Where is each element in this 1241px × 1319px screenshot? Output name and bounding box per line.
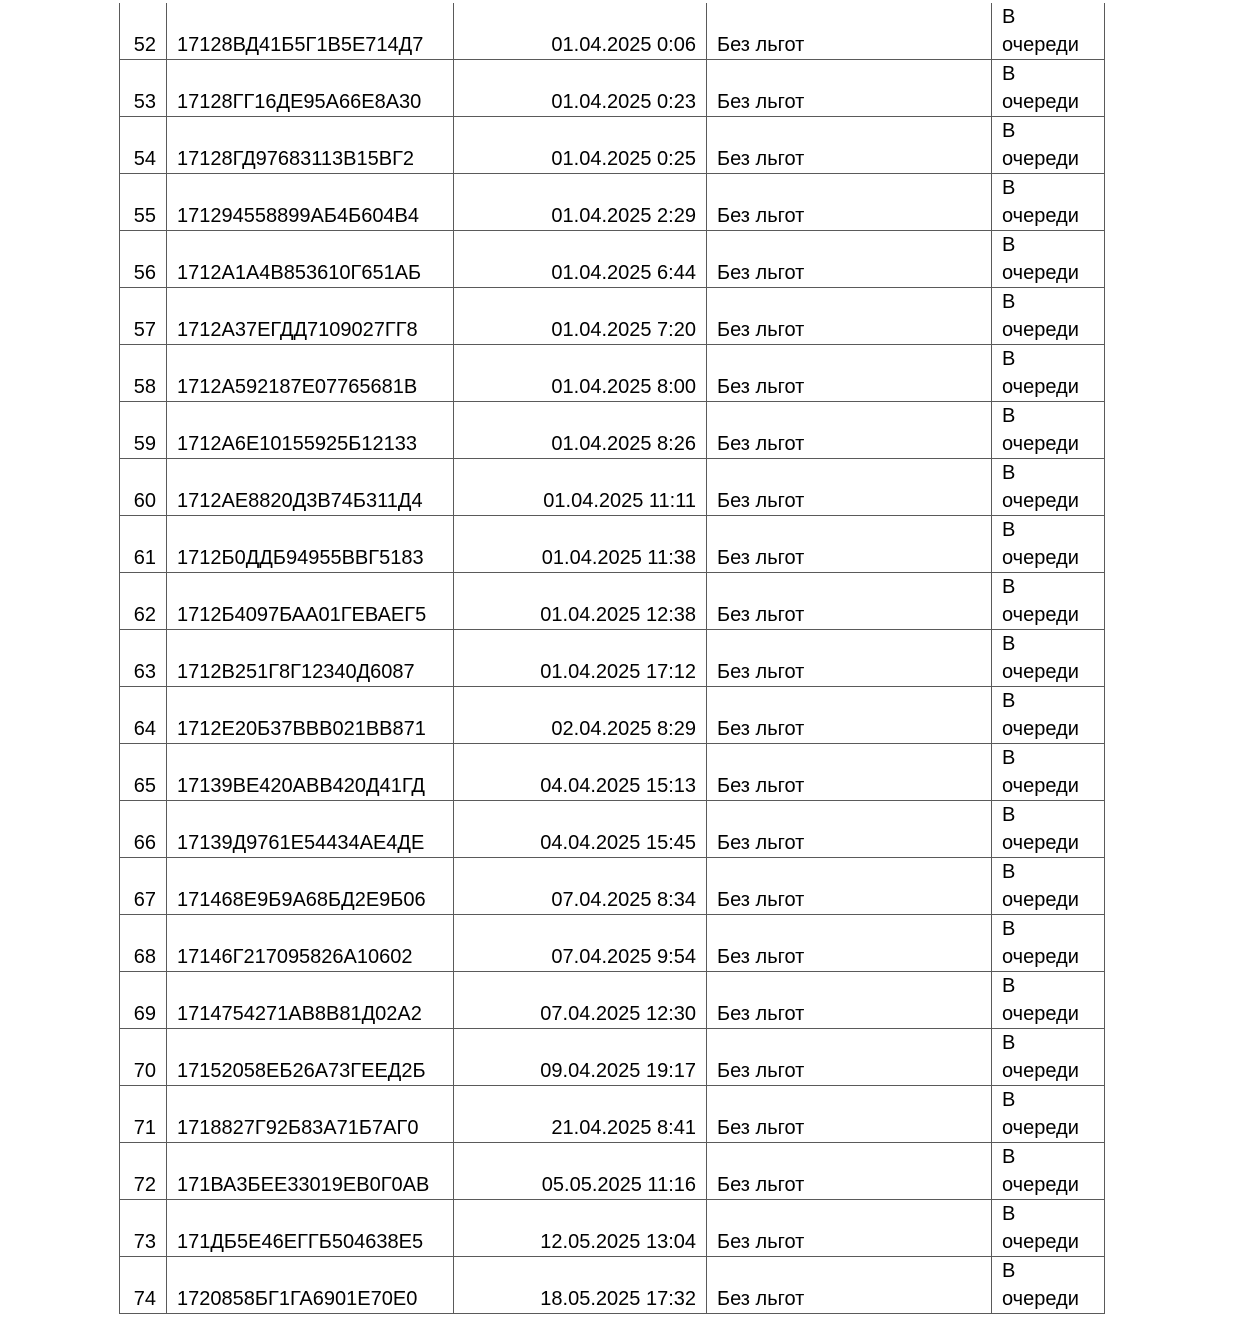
row-number-cell: 64 [120,687,167,744]
status-cell [992,1086,1105,1143]
benefit-cell: Без льгот [707,1143,992,1200]
application-id-cell: 17128ВД41Б5Г1В5Е714Д7 [167,3,454,60]
status-cell [992,60,1105,117]
benefit-cell: Без льгот [707,60,992,117]
status-cell [992,744,1105,801]
status-line-1: В [1002,975,1016,997]
status-line-2: очереди [1002,490,1079,512]
status-cell [992,516,1105,573]
benefit-cell: Без льгот [707,1029,992,1086]
application-id-cell: 1712Е20Б37ВВВ021ВВ871 [167,687,454,744]
status-cell [992,1200,1105,1257]
status-line-1: В [1002,1260,1016,1282]
application-id-cell: 1712АЕ8820Д3В74Б311Д4 [167,459,454,516]
benefit-cell: Без льгот [707,1257,992,1314]
table-row [120,687,1105,744]
status-cell [992,345,1105,402]
status-cell [992,1143,1105,1200]
registration-date-cell: 01.04.2025 0:23 [454,60,707,117]
status-cell [992,174,1105,231]
status-cell [992,801,1105,858]
status-line-2: очереди [1002,1003,1079,1025]
registration-date-cell: 21.04.2025 8:41 [454,1086,707,1143]
status-line-2: очереди [1002,1288,1079,1310]
registration-date-cell: 01.04.2025 17:12 [454,630,707,687]
status-line-2: очереди [1002,889,1079,911]
status-cell [992,117,1105,174]
status-cell [992,231,1105,288]
registration-date-cell: 01.04.2025 0:06 [454,3,707,60]
status-cell [992,915,1105,972]
registration-date-cell: 01.04.2025 11:11 [454,459,707,516]
queue-table-body [120,3,1105,1314]
queue-table [119,3,1105,1314]
row-number-cell: 54 [120,117,167,174]
row-number-cell: 69 [120,972,167,1029]
application-id-cell: 1712А37ЕГДД7109027ГГ8 [167,288,454,345]
row-number-cell: 74 [120,1257,167,1314]
status-line-2: очереди [1002,262,1079,284]
application-id-cell: 1712А592187Е07765681В [167,345,454,402]
table-row [120,1086,1105,1143]
benefit-cell: Без льгот [707,402,992,459]
table-row [120,3,1105,60]
table-row [120,1029,1105,1086]
status-line-1: В [1002,804,1016,826]
table-row [120,402,1105,459]
status-line-1: В [1002,747,1016,769]
registration-date-cell: 01.04.2025 11:38 [454,516,707,573]
table-row [120,1257,1105,1314]
status-line-2: очереди [1002,205,1079,227]
table-row [120,915,1105,972]
benefit-cell: Без льгот [707,3,992,60]
application-id-cell: 1712Б4097БАА01ГЕВАЕГ5 [167,573,454,630]
status-line-2: очереди [1002,319,1079,341]
document-page [119,3,1104,1314]
table-row [120,801,1105,858]
row-number-cell: 60 [120,459,167,516]
row-number-cell: 66 [120,801,167,858]
status-line-1: В [1002,918,1016,940]
table-row [120,117,1105,174]
table-row [120,1143,1105,1200]
status-line-1: В [1002,405,1016,427]
registration-date-cell: 01.04.2025 8:00 [454,345,707,402]
application-id-cell: 17128ГД97683113В15ВГ2 [167,117,454,174]
row-number-cell: 57 [120,288,167,345]
status-line-2: очереди [1002,718,1079,740]
application-id-cell: 17128ГГ16ДЕ95А66Е8А30 [167,60,454,117]
status-line-1: В [1002,1203,1016,1225]
benefit-cell: Без льгот [707,858,992,915]
benefit-cell: Без льгот [707,915,992,972]
status-line-2: очереди [1002,376,1079,398]
application-id-cell: 17139ВЕ420АВВ420Д41ГД [167,744,454,801]
benefit-cell: Без льгот [707,231,992,288]
status-line-2: очереди [1002,91,1079,113]
status-line-2: очереди [1002,775,1079,797]
status-cell [992,858,1105,915]
application-id-cell: 171294558899АБ4Б604В4 [167,174,454,231]
registration-date-cell: 01.04.2025 7:20 [454,288,707,345]
table-row [120,60,1105,117]
status-line-1: В [1002,120,1016,142]
status-line-2: очереди [1002,832,1079,854]
application-id-cell: 171ВА3БЕЕ33019ЕВ0Г0АВ [167,1143,454,1200]
status-cell [992,687,1105,744]
application-id-cell: 17152058ЕБ26А73ГЕЕД2Б [167,1029,454,1086]
status-line-1: В [1002,234,1016,256]
status-line-2: очереди [1002,34,1079,56]
table-row [120,516,1105,573]
status-line-1: В [1002,1089,1016,1111]
status-cell [992,3,1105,60]
row-number-cell: 55 [120,174,167,231]
registration-date-cell: 05.05.2025 11:16 [454,1143,707,1200]
row-number-cell: 61 [120,516,167,573]
registration-date-cell: 07.04.2025 12:30 [454,972,707,1029]
table-row [120,345,1105,402]
registration-date-cell: 07.04.2025 9:54 [454,915,707,972]
status-line-1: В [1002,177,1016,199]
row-number-cell: 71 [120,1086,167,1143]
status-line-2: очереди [1002,1231,1079,1253]
application-id-cell: 1714754271АВ8В81Д02А2 [167,972,454,1029]
row-number-cell: 68 [120,915,167,972]
registration-date-cell: 18.05.2025 17:32 [454,1257,707,1314]
benefit-cell: Без льгот [707,687,992,744]
status-cell [992,288,1105,345]
status-cell [992,630,1105,687]
application-id-cell: 1712А1А4В853610Г651АБ [167,231,454,288]
status-cell [992,459,1105,516]
status-line-2: очереди [1002,433,1079,455]
status-line-1: В [1002,291,1016,313]
application-id-cell: 1720858БГ1ГА6901Е70Е0 [167,1257,454,1314]
application-id-cell: 171ДБ5Е46ЕГГБ504638Е5 [167,1200,454,1257]
status-line-2: очереди [1002,946,1079,968]
status-cell [992,1029,1105,1086]
application-id-cell: 1712В251Г8Г12340Д6087 [167,630,454,687]
status-line-1: В [1002,462,1016,484]
row-number-cell: 72 [120,1143,167,1200]
registration-date-cell: 01.04.2025 12:38 [454,573,707,630]
row-number-cell: 70 [120,1029,167,1086]
status-line-2: очереди [1002,661,1079,683]
status-line-1: В [1002,519,1016,541]
row-number-cell: 59 [120,402,167,459]
benefit-cell: Без льгот [707,288,992,345]
status-line-1: В [1002,576,1016,598]
benefit-cell: Без льгот [707,1200,992,1257]
application-id-cell: 17146Г217095826А10602 [167,915,454,972]
status-line-1: В [1002,633,1016,655]
registration-date-cell: 01.04.2025 6:44 [454,231,707,288]
table-row [120,744,1105,801]
table-row [120,1200,1105,1257]
benefit-cell: Без льгот [707,630,992,687]
row-number-cell: 52 [120,3,167,60]
benefit-cell: Без льгот [707,744,992,801]
status-line-1: В [1002,690,1016,712]
application-id-cell: 1712А6Е10155925Б12133 [167,402,454,459]
benefit-cell: Без льгот [707,801,992,858]
registration-date-cell: 01.04.2025 2:29 [454,174,707,231]
registration-date-cell: 02.04.2025 8:29 [454,687,707,744]
benefit-cell: Без льгот [707,516,992,573]
row-number-cell: 63 [120,630,167,687]
status-line-1: В [1002,1032,1016,1054]
registration-date-cell: 09.04.2025 19:17 [454,1029,707,1086]
application-id-cell: 1712Б0ДДБ94955ВВГ5183 [167,516,454,573]
table-row [120,573,1105,630]
status-line-1: В [1002,6,1016,28]
row-number-cell: 73 [120,1200,167,1257]
status-line-2: очереди [1002,1117,1079,1139]
registration-date-cell: 12.05.2025 13:04 [454,1200,707,1257]
registration-date-cell: 04.04.2025 15:45 [454,801,707,858]
status-line-2: очереди [1002,1060,1079,1082]
benefit-cell: Без льгот [707,174,992,231]
registration-date-cell: 07.04.2025 8:34 [454,858,707,915]
table-row [120,858,1105,915]
application-id-cell: 171468Е9Б9А68БД2Е9Б06 [167,858,454,915]
benefit-cell: Без льгот [707,459,992,516]
status-line-1: В [1002,63,1016,85]
status-line-2: очереди [1002,604,1079,626]
benefit-cell: Без льгот [707,972,992,1029]
table-row [120,174,1105,231]
status-line-1: В [1002,1146,1016,1168]
status-line-2: очереди [1002,148,1079,170]
status-cell [992,573,1105,630]
registration-date-cell: 01.04.2025 8:26 [454,402,707,459]
status-line-1: В [1002,861,1016,883]
status-line-2: очереди [1002,1174,1079,1196]
row-number-cell: 56 [120,231,167,288]
benefit-cell: Без льгот [707,345,992,402]
status-line-2: очереди [1002,547,1079,569]
table-row [120,288,1105,345]
application-id-cell: 1718827Г92Б83А71Б7АГ0 [167,1086,454,1143]
row-number-cell: 62 [120,573,167,630]
registration-date-cell: 01.04.2025 0:25 [454,117,707,174]
status-line-1: В [1002,348,1016,370]
row-number-cell: 67 [120,858,167,915]
status-cell [992,972,1105,1029]
status-cell [992,402,1105,459]
table-row [120,630,1105,687]
status-cell [992,1257,1105,1314]
row-number-cell: 53 [120,60,167,117]
row-number-cell: 65 [120,744,167,801]
table-row [120,231,1105,288]
benefit-cell: Без льгот [707,117,992,174]
row-number-cell: 58 [120,345,167,402]
application-id-cell: 17139Д9761Е54434АЕ4ДЕ [167,801,454,858]
table-row [120,972,1105,1029]
registration-date-cell: 04.04.2025 15:13 [454,744,707,801]
table-row [120,459,1105,516]
benefit-cell: Без льгот [707,1086,992,1143]
benefit-cell: Без льгот [707,573,992,630]
